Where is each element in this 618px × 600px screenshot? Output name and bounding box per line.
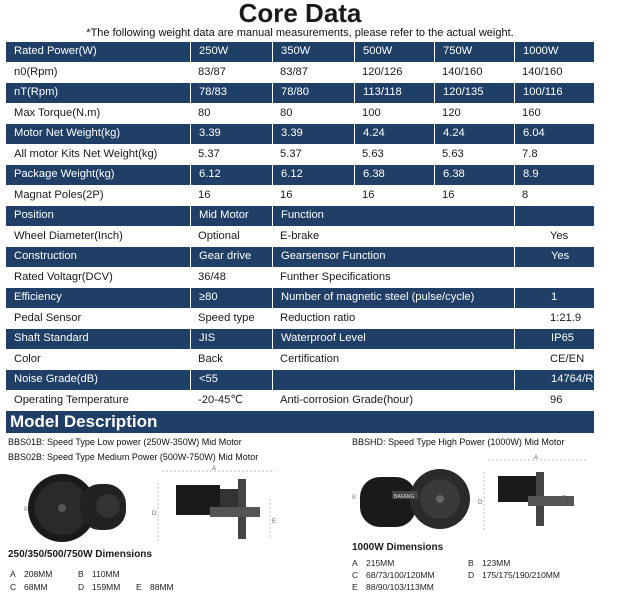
dimension-value: 123MM bbox=[482, 558, 511, 568]
right-dimensions-title: 1000W Dimensions bbox=[352, 542, 444, 553]
spec-value: 6.04 bbox=[514, 124, 594, 144]
dimension-value: 88MM bbox=[150, 582, 174, 592]
spec-value: 5.63 bbox=[354, 145, 434, 165]
spec-label: Magnat Poles(2P) bbox=[6, 186, 190, 206]
dimension-key: B bbox=[468, 558, 474, 568]
bbs02b-description: BBS02B: Speed Type Medium Power (500W-750W) Mid Motor bbox=[8, 452, 259, 462]
spec-value: 16 bbox=[190, 186, 272, 206]
page-title: Core Data bbox=[238, 0, 362, 28]
spec-value: 16 bbox=[354, 186, 434, 206]
feature-value: -20-45℃ bbox=[190, 391, 272, 411]
dimension-key: E bbox=[136, 582, 142, 592]
dimension-key: D bbox=[468, 570, 475, 580]
feature-value: JIS bbox=[190, 329, 272, 349]
dimension-value: 110MM bbox=[92, 569, 120, 579]
feature-value: Yes bbox=[514, 247, 594, 267]
spec-row bbox=[6, 104, 594, 124]
feature-row bbox=[6, 350, 594, 370]
spec-value: 160 bbox=[514, 104, 594, 124]
spec-value: 78/83 bbox=[190, 83, 272, 103]
feature-value: ≥80 bbox=[190, 288, 272, 308]
bafang-logo: BAFANG bbox=[394, 494, 415, 500]
dimension-value: 175/175/190/210MM bbox=[482, 570, 560, 580]
feature-label: Operating Temperature bbox=[6, 391, 190, 411]
model-description-heading: Model Description bbox=[6, 411, 594, 433]
feature-label: Function bbox=[272, 206, 514, 226]
spec-value: 80 bbox=[190, 104, 272, 124]
spec-value: 5.63 bbox=[434, 145, 514, 165]
feature-label: Certification bbox=[272, 350, 514, 370]
spec-label: Rated Power(W) bbox=[6, 42, 190, 62]
spec-row bbox=[6, 165, 594, 185]
feature-row bbox=[6, 391, 594, 411]
svg-text:A: A bbox=[212, 466, 217, 472]
feature-label: Number of magnetic steel (pulse/cycle) bbox=[272, 288, 514, 308]
feature-value bbox=[514, 268, 594, 288]
feature-row bbox=[6, 206, 594, 226]
svg-text:B: B bbox=[24, 507, 29, 513]
feature-value: IP65 bbox=[514, 329, 594, 349]
spec-value: 4.24 bbox=[434, 124, 514, 144]
svg-text:E: E bbox=[562, 496, 567, 502]
spec-value: 120 bbox=[434, 104, 514, 124]
spec-label: n0(Rpm) bbox=[6, 63, 190, 83]
svg-text:D: D bbox=[152, 511, 157, 517]
svg-text:E: E bbox=[272, 519, 277, 525]
feature-label: Gearsensor Function bbox=[272, 247, 514, 267]
spec-row bbox=[6, 42, 594, 62]
spec-label: All motor Kits Net Weight(kg) bbox=[6, 145, 190, 165]
feature-label bbox=[272, 370, 514, 390]
spec-row bbox=[6, 83, 594, 103]
spec-value: 120/126 bbox=[354, 63, 434, 83]
spec-value: 16 bbox=[434, 186, 514, 206]
spec-value: 6.38 bbox=[354, 165, 434, 185]
dimension-value: 208MM bbox=[24, 569, 53, 579]
bbs02-dimension-drawing bbox=[150, 463, 285, 553]
feature-value: 1:21.9 bbox=[514, 309, 594, 329]
feature-value: Gear drive bbox=[190, 247, 272, 267]
feature-row bbox=[6, 247, 594, 267]
feature-value: 96 bbox=[514, 391, 594, 411]
svg-text:A: A bbox=[534, 455, 539, 461]
svg-text:B: B bbox=[352, 495, 357, 501]
core-data-table bbox=[6, 41, 618, 411]
feature-value: CE/EN bbox=[514, 350, 594, 370]
spec-row bbox=[6, 124, 594, 144]
spec-value: 500W bbox=[354, 42, 434, 62]
spec-value: 3.39 bbox=[190, 124, 272, 144]
feature-value bbox=[514, 206, 594, 226]
feature-label: Noise Grade(dB) bbox=[6, 370, 190, 390]
feature-row bbox=[6, 329, 594, 349]
spec-value: 16 bbox=[272, 186, 354, 206]
feature-value: Back bbox=[190, 350, 272, 370]
svg-text:D: D bbox=[478, 500, 483, 506]
feature-label: Funther Specifications bbox=[272, 268, 514, 288]
dimension-key: A bbox=[352, 558, 358, 568]
feature-value: Optional bbox=[190, 227, 272, 247]
dimension-key: E bbox=[352, 582, 358, 592]
feature-row bbox=[6, 309, 594, 329]
spec-value: 100 bbox=[354, 104, 434, 124]
spec-value: 100/116 bbox=[514, 83, 594, 103]
spec-value: 140/160 bbox=[434, 63, 514, 83]
bbshd-dimension-drawing bbox=[478, 452, 593, 542]
bbshd-motor-photo bbox=[352, 455, 474, 540]
feature-label: Position bbox=[6, 206, 190, 226]
dimension-key: C bbox=[10, 582, 17, 592]
feature-row bbox=[6, 288, 594, 308]
spec-value: 250W bbox=[190, 42, 272, 62]
feature-value: Speed type bbox=[190, 309, 272, 329]
feature-label: Wheel Diameter(Inch) bbox=[6, 227, 190, 247]
spec-value: 750W bbox=[434, 42, 514, 62]
spec-value: 7.8 bbox=[514, 145, 594, 165]
dimension-key: B bbox=[78, 569, 84, 579]
feature-row bbox=[6, 227, 594, 247]
feature-value: Yes bbox=[514, 227, 594, 247]
feature-label: Waterproof Level bbox=[272, 329, 514, 349]
spec-row bbox=[6, 63, 594, 83]
bbs02-motor-photo bbox=[20, 468, 140, 548]
dimension-key: C bbox=[352, 570, 359, 580]
feature-value: 1 bbox=[514, 288, 594, 308]
spec-value: 8 bbox=[514, 186, 594, 206]
spec-value: 8.9 bbox=[514, 165, 594, 185]
feature-label: Shaft Standard bbox=[6, 329, 190, 349]
dimension-value: 68/73/100/120MM bbox=[366, 570, 435, 580]
spec-value: 6.38 bbox=[434, 165, 514, 185]
spec-value: 83/87 bbox=[272, 63, 354, 83]
spec-value: 5.37 bbox=[190, 145, 272, 165]
feature-label: Anti-corrosion Grade(hour) bbox=[272, 391, 514, 411]
bbshd-description: BBSHD: Speed Type High Power (1000W) Mid Motor bbox=[352, 437, 565, 447]
dimension-key: D bbox=[78, 582, 85, 592]
feature-label: Efficiency bbox=[6, 288, 190, 308]
dimension-value: 68MM bbox=[24, 582, 48, 592]
spec-value: 5.37 bbox=[272, 145, 354, 165]
feature-value: <55 bbox=[190, 370, 272, 390]
feature-label: Reduction ratio bbox=[272, 309, 514, 329]
spec-label: Package Weight(kg) bbox=[6, 165, 190, 185]
feature-value: 36/48 bbox=[190, 268, 272, 288]
spec-value: 140/160 bbox=[514, 63, 594, 83]
bbs01b-description: BBS01B: Speed Type Low power (250W-350W) Mid Motor bbox=[8, 437, 242, 447]
dimension-key: A bbox=[10, 569, 16, 579]
spec-value: 6.12 bbox=[272, 165, 354, 185]
feature-label: Color bbox=[6, 350, 190, 370]
spec-label: nT(Rpm) bbox=[6, 83, 190, 103]
spec-value: 83/87 bbox=[190, 63, 272, 83]
feature-label: E-brake bbox=[272, 227, 514, 247]
feature-row bbox=[6, 268, 594, 288]
spec-label: Motor Net Weight(kg) bbox=[6, 124, 190, 144]
dimension-value: 215MM bbox=[366, 558, 395, 568]
spec-value: 350W bbox=[272, 42, 354, 62]
spec-value: 80 bbox=[272, 104, 354, 124]
feature-value: Mid Motor bbox=[190, 206, 272, 226]
spec-value: 6.12 bbox=[190, 165, 272, 185]
spec-row bbox=[6, 186, 594, 206]
spec-value: 1000W bbox=[514, 42, 594, 62]
dimension-value: 159MM bbox=[92, 582, 121, 592]
spec-value: 4.24 bbox=[354, 124, 434, 144]
dimension-value: 88/90/103/113MM bbox=[366, 582, 434, 592]
feature-label: Construction bbox=[6, 247, 190, 267]
feature-label: Rated Voltagr(DCV) bbox=[6, 268, 190, 288]
spec-value: 113/118 bbox=[354, 83, 434, 103]
spec-label: Max Torque(N.m) bbox=[6, 104, 190, 124]
spec-value: 120/135 bbox=[434, 83, 514, 103]
left-dimensions-title: 250/350/500/750W Dimensions bbox=[8, 549, 152, 560]
spec-row bbox=[6, 145, 594, 165]
spec-value: 78/80 bbox=[272, 83, 354, 103]
feature-row bbox=[6, 370, 594, 390]
spec-value: 3.39 bbox=[272, 124, 354, 144]
page-subtitle: *The following weight data are manual measurements, please refer to the actual weight. bbox=[86, 27, 514, 39]
feature-label: Pedal Sensor bbox=[6, 309, 190, 329]
feature-value: 14764/ROHS bbox=[514, 370, 594, 390]
